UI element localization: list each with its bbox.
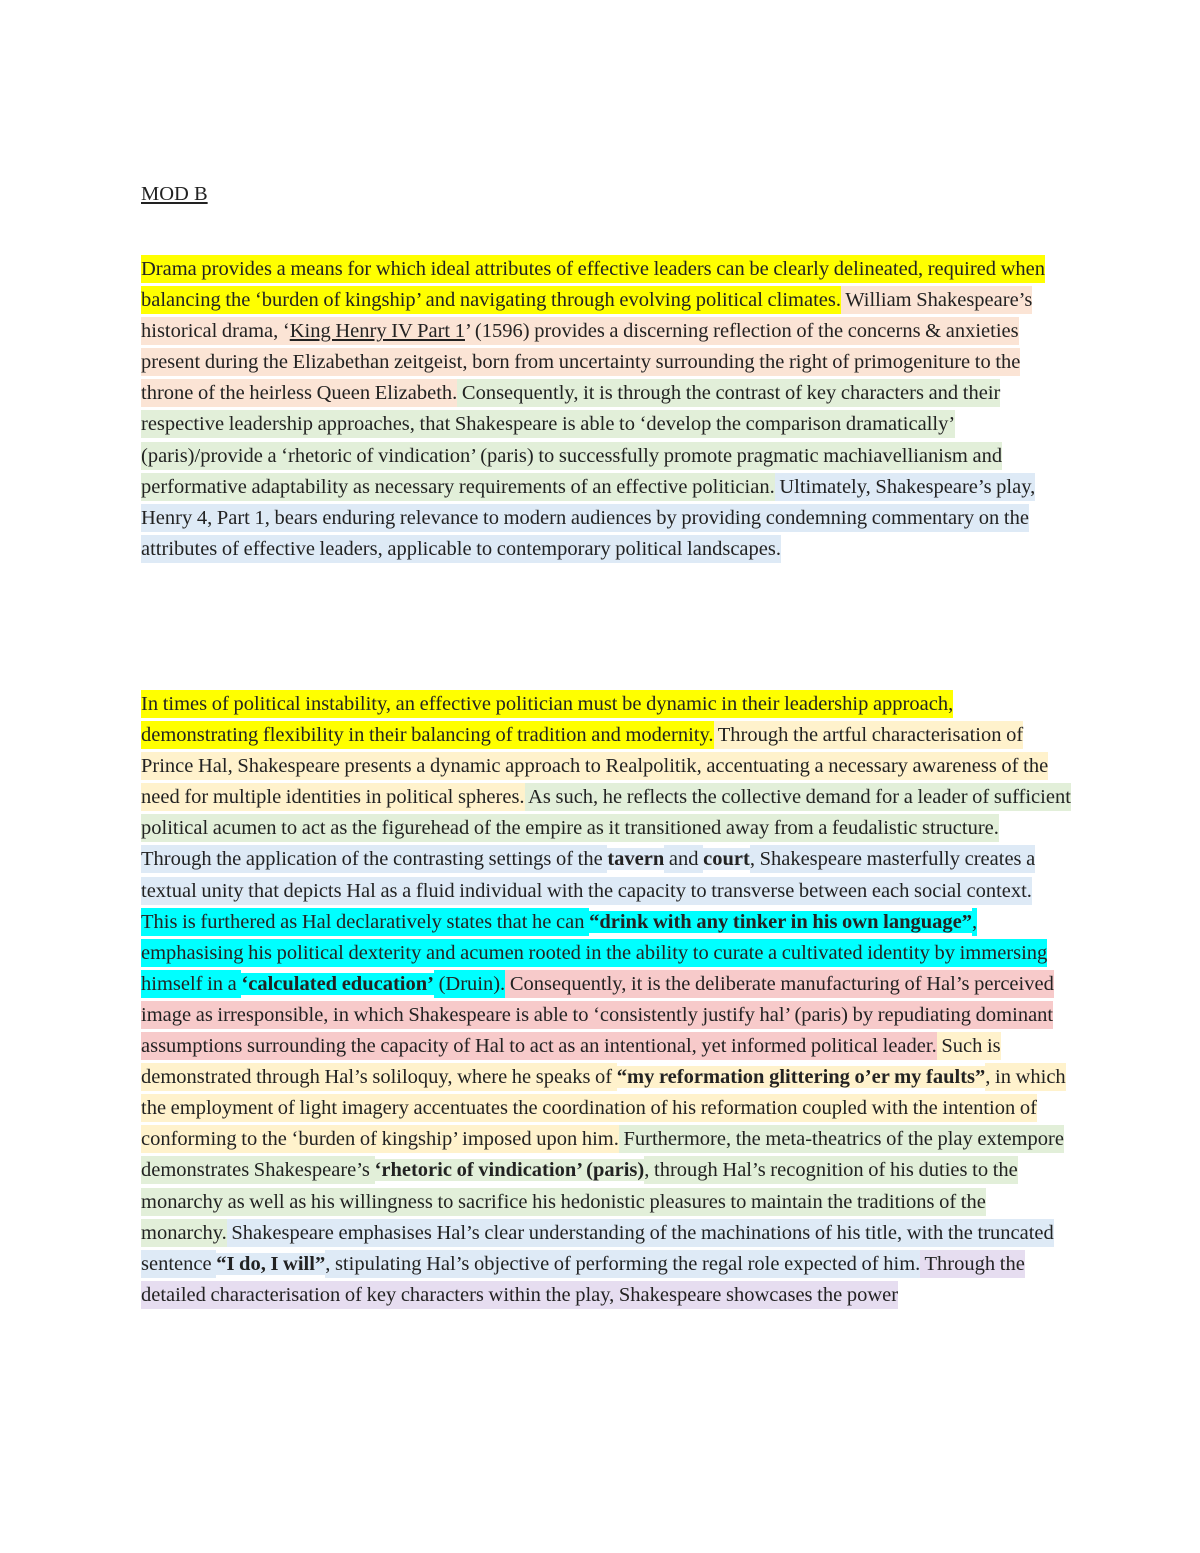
characterisation-sentence: Through the artful characterisation of Prince Hal, Shakespeare presents a dynamic approach to Realpolitik, accentuating a necessary awareness of the need for multiple identities in political spheres.: [141, 721, 1048, 811]
topic-sentence: In times of political instability, an effective politician must be dynamic in their leadership approach, demonstrating flexibility in their balancing of tradition and modernity.: [141, 690, 953, 749]
truncated-sentence-start: Shakespeare emphasises Hal’s clear understanding of the machinations of his title, with the truncated sentence: [141, 1219, 1054, 1278]
vindication-quote: ‘rhetoric of vindication’ (paris): [374, 1159, 645, 1182]
relevance-sentence: Ultimately, Shakespeare’s play, Henry 4, Part 1, bears enduring relevance to modern audiences by providing condemning commentary on the attributes of effective leaders, applicable to contemporary political landscapes.: [141, 473, 1035, 563]
setting-sentence-start: Through the application of the contrasting settings of the: [141, 845, 607, 873]
closing-sentence: Through the detailed characterisation of key characters within the play, Shakespeare showcases the power: [141, 1250, 1025, 1309]
play-title: King Henry IV Part 1: [290, 317, 465, 345]
setting-tavern: tavern: [607, 848, 665, 871]
i-do-i-will-quote: “I do, I will”: [216, 1252, 326, 1275]
tinker-quote: “drink with any tinker in his own language”: [589, 910, 972, 933]
quote-sentence-end: (Druin).: [434, 970, 505, 998]
education-quote: ‘calculated education’: [241, 972, 434, 995]
argument-sentence: Consequently, it is through the contrast of key characters and their respective leadership approaches, that Shakespeare is able to ‘develop the comparison dramatically’ (paris)/provide a ‘rhetoric of vindication’ (paris) to successfully promote pragmatic machiavellianism and performative adaptability as necessary requirements of an effective politician.: [141, 379, 1002, 500]
context-sentence: As such, he reflects the collective demand for a leader of sufficient political acumen to act as the figurehead of the empire as it transitioned away from a feudalistic structure.: [141, 783, 1071, 842]
soliloquy-sentence-start: Such is demonstrated through Hal’s soliloquy, where he speaks of: [141, 1032, 1001, 1091]
reformation-quote: “my reformation glittering o’er my faults”: [616, 1066, 986, 1089]
image-sentence: Consequently, it is the deliberate manufacturing of Hal’s perceived image as irresponsible, in which Shakespeare is able to ‘consistently justify hal’ (paris) by repudiating dominant assumptions surrounding the capacity of Hal to act as an intentional, yet informed political leader.: [141, 970, 1054, 1060]
context-sentence-end: ’ (1596) provides a discerning reflection of the concerns & anxieties present during the Elizabethan zeitgeist, born from uncertainty surrounding the right of primogeniture to the throne of the heirless Queen Elizabeth.: [141, 317, 1020, 407]
document-title: MOD B: [141, 183, 208, 205]
quote-sentence-middle: , emphasising his political dexterity and acumen rooted in the ability to curate a cultivated identity by immersing himself in a: [141, 908, 1047, 998]
context-sentence-start: William Shakespeare’s historical drama, ‘: [141, 286, 1032, 345]
paragraph-introduction: [141, 254, 1071, 565]
extempore-sentence-start: Furthermore, the meta-theatrics of the play extempore demonstrates Shakespeare’s: [141, 1125, 1064, 1184]
extempore-sentence-end: , through Hal’s recognition of his duties to the monarchy as well as his willingness to sacrifice his hedonistic pleasures to maintain the traditions of the monarchy.: [141, 1156, 1018, 1246]
paragraph-body: [141, 689, 1071, 1311]
thesis-sentence: Drama provides a means for which ideal attributes of effective leaders can be clearly delineated, required when balancing the ‘burden of kingship’ and navigating through evolving political climates.: [141, 255, 1045, 314]
setting-court: court: [703, 848, 750, 871]
setting-and: and: [664, 845, 703, 873]
setting-sentence-end: , Shakespeare masterfully creates a textual unity that depicts Hal as a fluid individual with the capacity to transverse between each social context.: [141, 845, 1035, 904]
soliloquy-sentence-end: , in which the employment of light imagery accentuates the coordination of his reformation coupled with the intention of conforming to the ‘burden of kingship’ imposed upon him.: [141, 1063, 1066, 1153]
truncated-sentence-end: , stipulating Hal’s objective of performing the regal role expected of him.: [325, 1250, 920, 1278]
quote-sentence-start: This is furthered as Hal declaratively states that he can: [141, 908, 589, 936]
